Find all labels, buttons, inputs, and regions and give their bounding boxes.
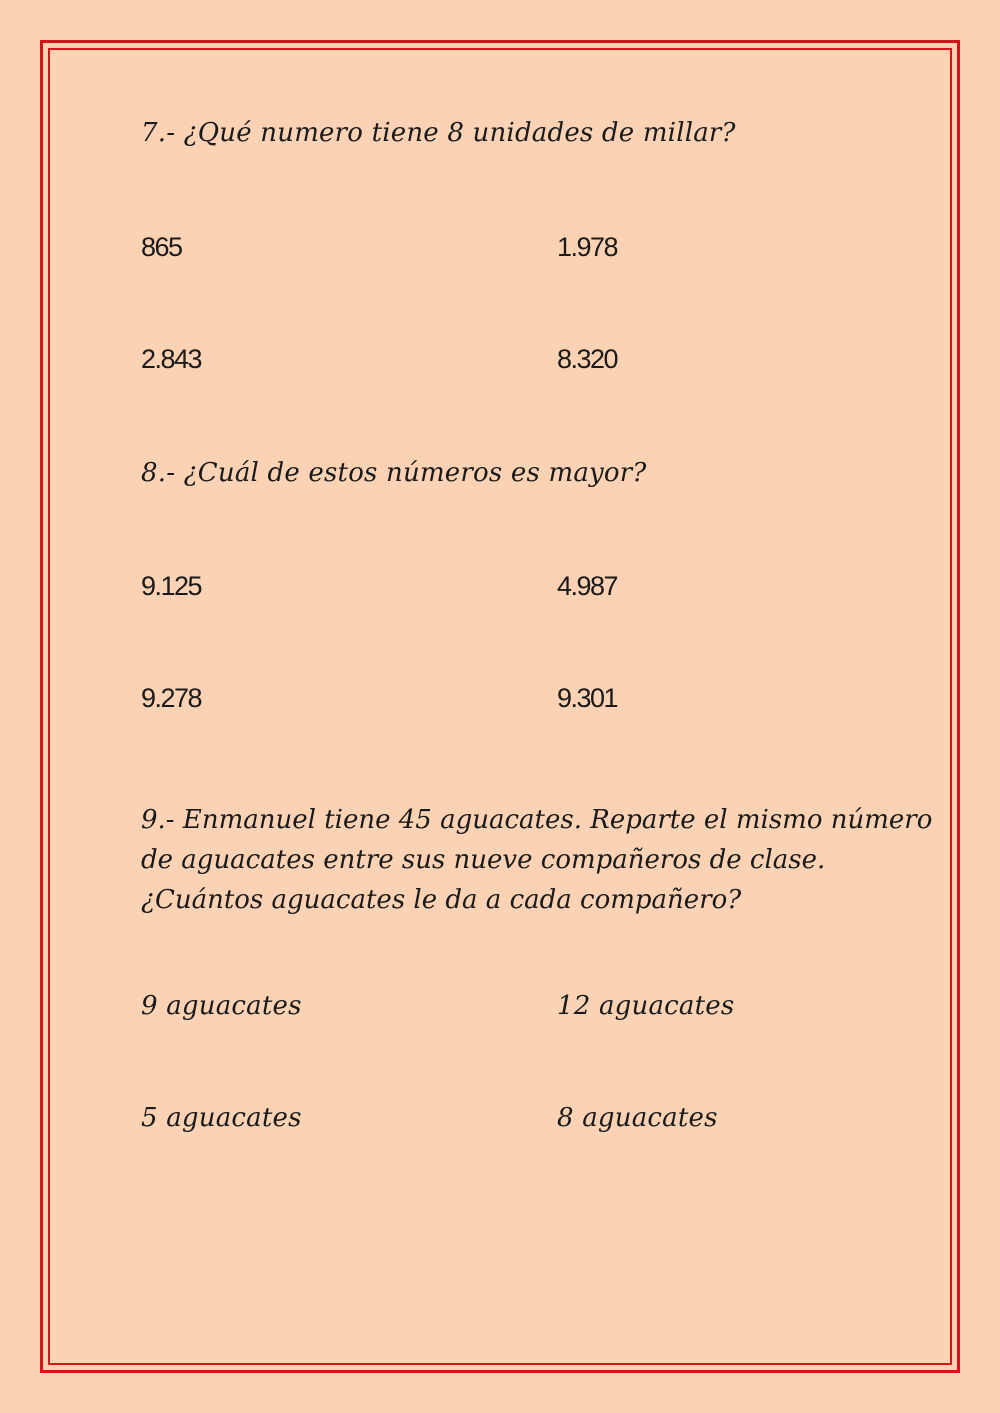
question-9-prompt-line-1: 9.- Enmanuel tiene 45 aguacates. Reparte el mismo número: [141, 805, 933, 835]
question-9-prompt-line-2: de aguacates entre sus nueve compañeros de clase.: [141, 845, 826, 875]
question-9-prompt-line-3: ¿Cuántos aguacates le da a cada compañero?: [141, 885, 742, 915]
question-8-option-1[interactable]: 9.125: [141, 571, 202, 601]
question-7-prompt: 7.- ¿Qué numero tiene 8 unidades de millar?: [141, 118, 736, 148]
question-7-option-4[interactable]: 8.320: [557, 344, 618, 374]
question-7-option-2[interactable]: 1.978: [557, 232, 618, 262]
question-9-option-2[interactable]: 12 aguacates: [557, 991, 735, 1021]
question-9-prompt: [141, 800, 933, 920]
question-9-option-4[interactable]: 8 aguacates: [557, 1103, 718, 1133]
question-8-option-2[interactable]: 4.987: [557, 571, 618, 601]
question-7-option-3[interactable]: 2.843: [141, 344, 202, 374]
question-8-option-3[interactable]: 9.278: [141, 683, 202, 713]
question-7-option-1[interactable]: 865: [141, 232, 182, 262]
question-8-prompt: 8.- ¿Cuál de estos números es mayor?: [141, 458, 647, 488]
question-8-option-4[interactable]: 9.301: [557, 683, 618, 713]
question-9-option-3[interactable]: 5 aguacates: [141, 1103, 302, 1133]
question-9-option-1[interactable]: 9 aguacates: [141, 991, 302, 1021]
